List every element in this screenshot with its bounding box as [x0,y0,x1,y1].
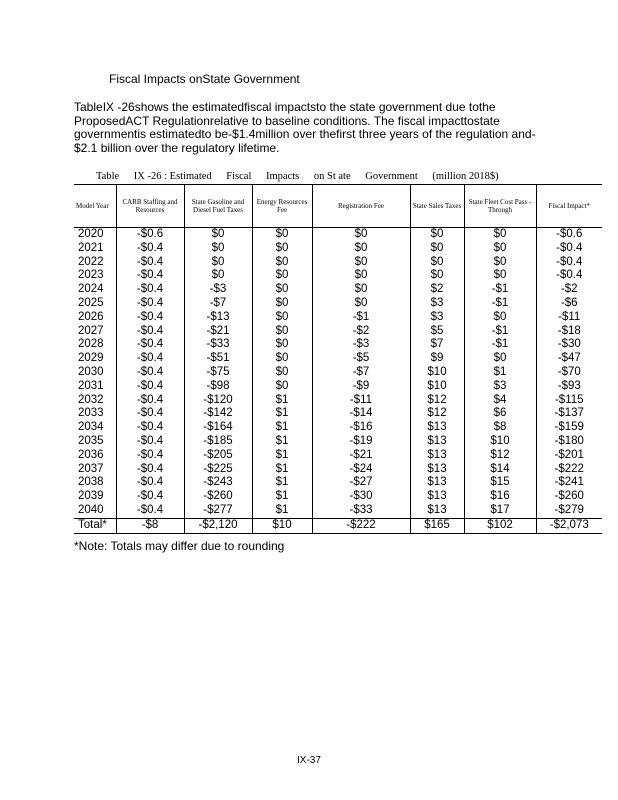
value-cell: $13 [410,504,464,518]
value-cell: $0 [464,228,536,242]
model-year-cell: 2034 [78,421,104,434]
value-cell: -$0.4 [116,421,184,435]
table-row [74,449,602,463]
value-cell: $4 [464,394,536,408]
value-cell: $1 [252,435,312,449]
value-cell: -$0.4 [536,242,602,256]
value-cell: $1 [252,394,312,408]
value-cell: -$185 [184,435,252,449]
caption-government: Government [365,171,418,182]
value-cell: $2 [410,283,464,297]
value-cell: -$1 [464,283,536,297]
value-cell: $0 [252,256,312,270]
value-cell: -$14 [312,407,410,421]
value-cell: $1 [252,463,312,477]
total-row [74,518,602,533]
value-cell: $10 [410,366,464,380]
value-cell: -$0.4 [116,297,184,311]
value-cell: $12 [410,407,464,421]
value-cell: $0 [464,256,536,270]
model-year-cell: 2024 [78,283,104,296]
value-cell: -$1 [464,325,536,339]
table-row [74,283,602,297]
model-year-cell: 2027 [78,324,104,337]
value-cell: -$260 [184,490,252,504]
value-cell: $0 [252,352,312,366]
value-cell: $1 [252,407,312,421]
value-cell: -$19 [312,435,410,449]
model-year-cell: 2025 [78,296,104,309]
value-cell: $17 [464,504,536,518]
table-row [74,269,602,283]
value-cell: -$1 [464,297,536,311]
value-cell: $13 [410,449,464,463]
value-cell: -$7 [184,297,252,311]
value-cell: $0 [252,228,312,242]
page-number: IX-37 [297,755,321,766]
value-cell: -$3 [312,338,410,352]
value-cell: -$0.4 [116,394,184,408]
value-cell: $0 [252,297,312,311]
table-row [74,435,602,449]
model-year-cell: 2020 [78,228,104,240]
value-cell: -$277 [184,504,252,518]
value-cell: -$0.4 [536,256,602,270]
value-cell: $1 [464,366,536,380]
table-row [74,338,602,352]
value-cell: $9 [410,352,464,366]
value-cell: -$0.4 [116,476,184,490]
value-cell: -$180 [536,435,602,449]
value-cell: $0 [464,352,536,366]
intro-paragraph: TableIX -26shows the estimatedfiscal impactsto the state government due tothe ProposedACT Regulationrelative to baseline conditions. The fiscal impacttostate governmentis estimatedto be-$1.4million over thefirst three years of the regulation and- $2.1 billion over the regulatory lifetime. [74,100,536,155]
value-cell: -$7 [312,366,410,380]
model-year-cell: 2040 [78,503,104,516]
table-row [74,325,602,339]
value-cell: $13 [410,476,464,490]
value-cell: -$0.4 [116,325,184,339]
value-cell: -$33 [312,504,410,518]
table-row [74,311,602,325]
value-cell: -$0.4 [116,256,184,270]
value-cell: $12 [464,449,536,463]
model-year-cell: 2026 [78,310,104,323]
value-cell: $12 [410,394,464,408]
value-cell: $13 [410,463,464,477]
value-cell: $16 [464,490,536,504]
value-cell: -$0.4 [536,269,602,283]
value-cell: $0 [252,311,312,325]
value-cell: -$13 [184,311,252,325]
value-cell: $0 [252,269,312,283]
value-cell: $0 [312,269,410,283]
value-cell: $1 [252,490,312,504]
value-cell: $0 [464,311,536,325]
table-row [74,476,602,490]
value-cell: $0 [410,269,464,283]
value-cell: -$2,073 [536,518,602,533]
value-cell: $0 [252,366,312,380]
model-year-cell: 2032 [78,393,104,406]
value-cell: $6 [464,407,536,421]
value-cell: -$51 [184,352,252,366]
value-cell: -$33 [184,338,252,352]
value-cell: -$24 [312,463,410,477]
value-cell: $0 [410,256,464,270]
table-body [74,228,602,534]
value-cell: $0 [252,283,312,297]
footnote: *Note: Totals may differ due to rounding [74,539,285,553]
section-heading: Fiscal Impacts onState Government [109,72,300,86]
value-cell: -$0.4 [116,338,184,352]
table-row [74,352,602,366]
column-header: Fiscal Impact* [536,185,602,228]
value-cell: -$0.4 [116,449,184,463]
model-year-cell: 2030 [78,365,104,378]
value-cell: -$0.4 [116,380,184,394]
value-cell: $165 [410,518,464,533]
value-cell: $0 [312,283,410,297]
column-header: Registration Fee [312,185,410,228]
value-cell: -$243 [184,476,252,490]
table-row [74,463,602,477]
value-cell: $1 [252,449,312,463]
column-header: State Sales Taxes [410,185,464,228]
value-cell: $0 [184,256,252,270]
model-year-cell: 2031 [78,379,104,392]
value-cell: -$0.4 [116,463,184,477]
table-row [74,242,602,256]
value-cell: $3 [410,297,464,311]
value-cell: $0 [312,228,410,242]
table-row [74,407,602,421]
column-header: State Gasoline and Diesel Fuel Taxes [184,185,252,228]
value-cell: $13 [410,435,464,449]
table-row [74,228,602,242]
model-year-cell: 2021 [78,241,104,254]
value-cell: $0 [464,242,536,256]
column-header: Energy Resources Fee [252,185,312,228]
value-cell: -$222 [312,518,410,533]
value-cell: -$0.6 [116,228,184,242]
value-cell: -$47 [536,352,602,366]
value-cell: $14 [464,463,536,477]
caption-units: (million 2018$) [432,171,499,182]
value-cell: $13 [410,421,464,435]
value-cell: -$2,120 [184,518,252,533]
value-cell: $0 [464,269,536,283]
value-cell: -$6 [536,297,602,311]
value-cell: $0 [252,242,312,256]
model-year-cell: 2037 [78,462,104,475]
value-cell: -$142 [184,407,252,421]
value-cell: -$30 [312,490,410,504]
value-cell: -$2 [312,325,410,339]
value-cell: -$222 [536,463,602,477]
model-year-cell: 2033 [78,407,104,420]
value-cell: $10 [252,518,312,533]
table-row [74,297,602,311]
value-cell: -$98 [184,380,252,394]
value-cell: -$0.4 [116,352,184,366]
value-cell: -$0.4 [116,242,184,256]
value-cell: $5 [410,325,464,339]
value-cell: $7 [410,338,464,352]
value-cell: -$1 [464,338,536,352]
table-row [74,504,602,518]
value-cell: $0 [312,256,410,270]
table-row [74,380,602,394]
value-cell: $102 [464,518,536,533]
value-cell: $0 [410,228,464,242]
value-cell: -$16 [312,421,410,435]
value-cell: -$0.4 [116,490,184,504]
value-cell: -$3 [184,283,252,297]
value-cell: $0 [184,269,252,283]
value-cell: -$9 [312,380,410,394]
value-cell: $10 [410,380,464,394]
model-year-cell: 2022 [78,255,104,268]
model-year-cell: 2036 [78,448,104,461]
value-cell: -$21 [184,325,252,339]
value-cell: $0 [410,242,464,256]
value-cell: $0 [312,297,410,311]
value-cell: $15 [464,476,536,490]
value-cell: -$120 [184,394,252,408]
value-cell: -$21 [312,449,410,463]
value-cell: $0 [252,380,312,394]
value-cell: $13 [410,490,464,504]
value-cell: -$11 [536,311,602,325]
column-header: State Fleet Cost Pass - Through [464,185,536,228]
value-cell: -$159 [536,421,602,435]
value-cell: -$0.6 [536,228,602,242]
value-cell: $0 [184,228,252,242]
table-row [74,394,602,408]
value-cell: $1 [252,476,312,490]
value-cell: $0 [252,338,312,352]
value-cell: -$0.4 [116,407,184,421]
model-year-cell: 2039 [78,490,104,503]
value-cell: -$1 [312,311,410,325]
model-year-cell: 2028 [78,338,104,351]
column-header: Model Year [74,185,116,228]
value-cell: -$0.4 [116,435,184,449]
table-row [74,256,602,270]
table-row [74,490,602,504]
value-cell: -$70 [536,366,602,380]
value-cell: $0 [252,325,312,339]
value-cell: -$115 [536,394,602,408]
value-cell: $0 [184,242,252,256]
value-cell: -$75 [184,366,252,380]
value-cell: $3 [464,380,536,394]
caption-table: Table [96,171,120,182]
value-cell: $1 [252,421,312,435]
value-cell: $1 [252,504,312,518]
value-cell: -$0.4 [116,504,184,518]
value-cell: -$260 [536,490,602,504]
model-year-cell: 2029 [78,352,104,365]
caption-fiscal: Fiscal [226,171,252,182]
caption-on: on St ate [313,171,351,182]
model-year-cell: 2038 [78,476,104,489]
value-cell: -$27 [312,476,410,490]
fiscal-impact-table [74,184,602,534]
table-row [74,421,602,435]
table-caption [96,171,526,182]
value-cell: -$205 [184,449,252,463]
value-cell: $10 [464,435,536,449]
table-row [74,366,602,380]
value-cell: -$225 [184,463,252,477]
fiscal-impact-table-container [74,184,602,534]
value-cell: -$0.4 [116,366,184,380]
value-cell: -$11 [312,394,410,408]
value-cell: -$164 [184,421,252,435]
value-cell: -$5 [312,352,410,366]
value-cell: $3 [410,311,464,325]
value-cell: -$93 [536,380,602,394]
value-cell: $0 [312,242,410,256]
value-cell: -$0.4 [116,269,184,283]
column-header: CARB Staffing and Resources [116,185,184,228]
value-cell: -$0.4 [116,283,184,297]
value-cell: -$2 [536,283,602,297]
value-cell: -$137 [536,407,602,421]
caption-number: IX -26 : Estimated [133,171,212,182]
model-year-cell: 2023 [78,269,104,282]
value-cell: -$0.4 [116,311,184,325]
total-label: Total* [74,518,116,533]
value-cell: -$201 [536,449,602,463]
value-cell: -$279 [536,504,602,518]
value-cell: -$18 [536,325,602,339]
caption-impacts: Impacts [266,171,300,182]
value-cell: -$8 [116,518,184,533]
model-year-cell: 2035 [78,434,104,447]
value-cell: $8 [464,421,536,435]
table-header-row [74,185,602,228]
value-cell: -$30 [536,338,602,352]
value-cell: -$241 [536,476,602,490]
